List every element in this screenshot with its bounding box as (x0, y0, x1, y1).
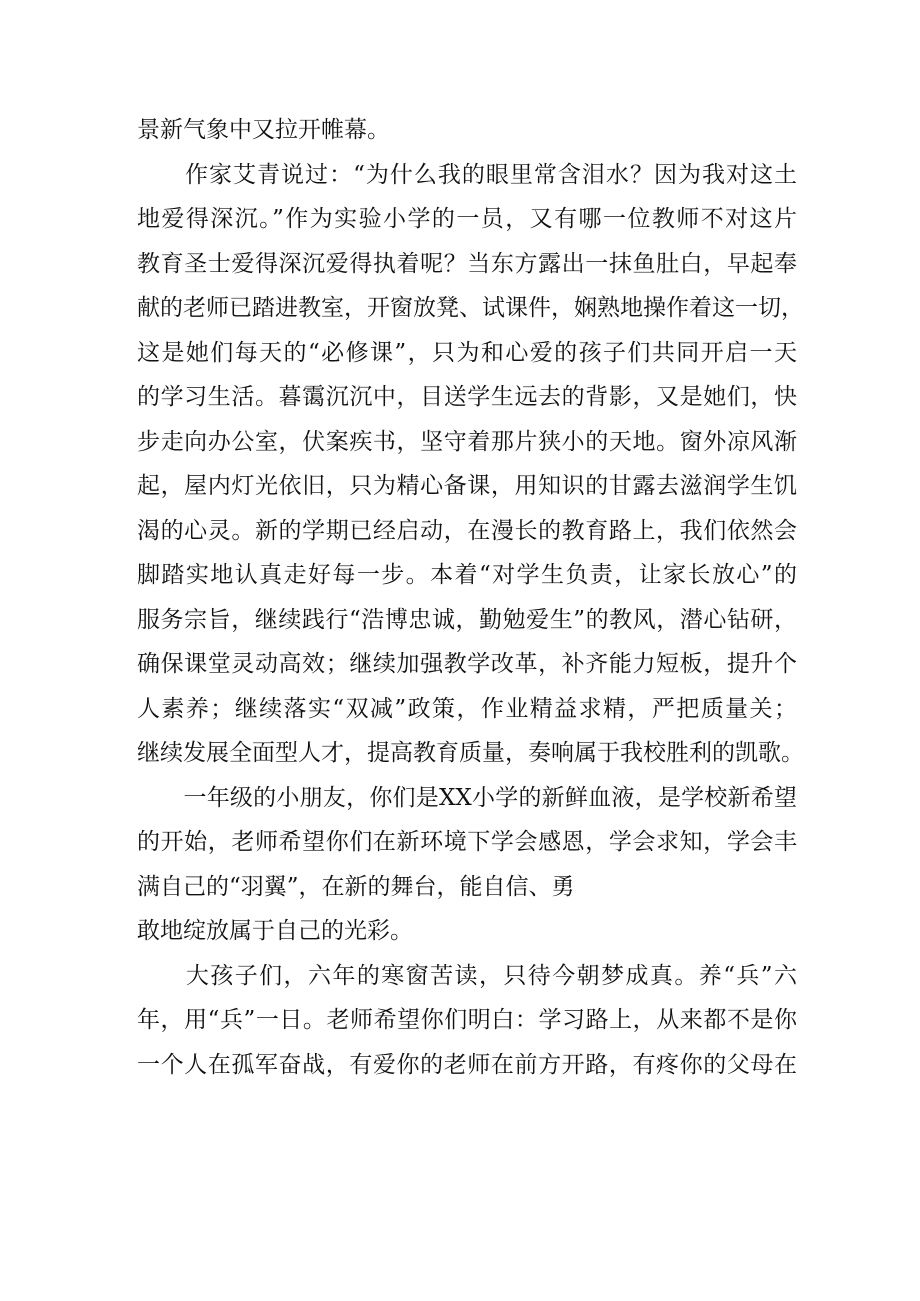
text-line: 作家艾青说过：“为什么我的眼里常含泪水？因为我对这土 (137, 161, 797, 188)
text-line: 满自己的“羽翼”，在新的舞台，能自信、勇 (137, 873, 575, 900)
text-line: 教育圣士爱得深沉爱得执着呢？当东方露出一抹鱼肚白，早起奉 (137, 250, 797, 277)
text-line: 继续发展全面型人才，提高教育质量，奏响属于我校胜利的凯歌。 (137, 740, 804, 766)
body-text (137, 108, 804, 1087)
text-line: 大孩子们，六年的寒窗苦读，只待今朝梦成真。养“兵”六 (137, 962, 797, 989)
text-line: 确保课堂灵动高效；继续加强教学改革，补齐能力短板，提升个 (137, 651, 797, 677)
text-line: 献的老师已踏进教室，开窗放凳、试课件，娴熟地操作着这一切， (137, 295, 804, 321)
text-line: 人素养；继续落实“双减”政策，作业精益求精，严把质量关； (137, 695, 797, 722)
text-line: 地爱得深沉。”作为实验小学的一员，又有哪一位教师不对这片 (137, 206, 797, 232)
text-line: 的学习生活。暮霭沉沉中，目送学生远去的背影，又是她们，快 (137, 384, 797, 410)
text-line: 这是她们每天的“必修课”，只为和心爱的孩子们共同开启一天 (137, 339, 797, 366)
text-line: 脚踏实地认真走好每一步。本着“对学生负责，让家长放心”的 (137, 562, 797, 588)
text-line: 一年级的小朋友，你们是XX小学的新鲜血液，是学校新希望 (137, 784, 797, 811)
text-line: 服务宗旨，继续践行“浩博忠诚，勤勉爱生”的教风，潜心钻研， (137, 606, 797, 633)
text-line: 景新气象中又拉开帷幕。 (137, 117, 390, 143)
text-line: 渴的心灵。新的学期已经启动，在漫长的教育路上，我们依然会 (137, 517, 797, 544)
text-line: 步走向办公室，伏案疾书，坚守着那片狭小的天地。窗外凉风渐 (137, 428, 797, 455)
text-line: 起，屋内灯光依旧，只为精心备课，用知识的甘露去滋润学生饥 (137, 473, 797, 499)
text-line: 一个人在孤军奋战，有爱你的老师在前方开路，有疼你的父母在 (137, 1051, 797, 1078)
text-line: 的开始，老师希望你们在新环境下学会感恩，学会求知，学会丰 (137, 829, 797, 855)
text-line: 敢地绽放属于自己的光彩。 (137, 918, 413, 944)
text-line: 年，用“兵”一日。老师希望你们明白：学习路上，从来都不是你 (137, 1007, 797, 1033)
